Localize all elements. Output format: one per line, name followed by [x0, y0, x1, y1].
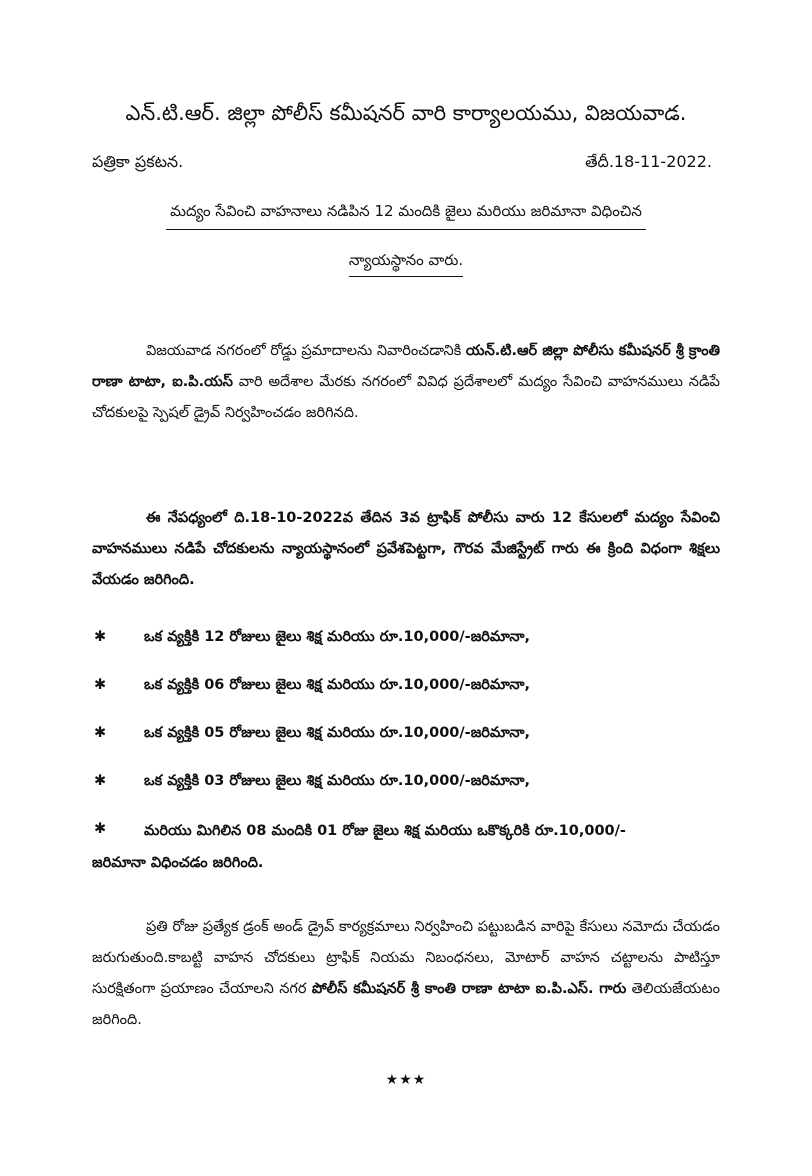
- end-stars-icon: ★★★: [385, 1072, 427, 1088]
- asterisk-bullet-icon: ✱: [94, 677, 107, 693]
- list-item-last-line-1: మరియు మిగిలిన 08 మందికి 01 రోజు జైలు శిక్ష మరియు ఒకొక్కరికి రూ.10,000/-: [144, 823, 626, 839]
- office-title: ఎన్.టి.ఆర్. జిల్లా పోలీస్ కమీషనర్ వారి కార్యాలయము, విజయవాడ.: [125, 101, 687, 125]
- list-item-last-line-2: జరిమానా విధించడం జరిగింది.: [92, 855, 264, 871]
- sentence-list: [92, 623, 720, 885]
- list-item: [92, 623, 720, 671]
- list-item: [92, 815, 720, 885]
- list-item: [92, 719, 720, 767]
- asterisk-bullet-icon: ✱: [94, 629, 107, 645]
- paragraph-1: [92, 336, 720, 429]
- press-release-label: పత్రికా ప్రకటన.: [92, 152, 184, 171]
- list-item-text: [92, 815, 720, 879]
- paragraph-3-part-1: ప్రతి రోజు ప్రత్యేక డ్రంక్ అండ్ డ్రైవ్ కార్యక్రమాలు నిర్వహించి పట్టుబడిన వారిపై కేసులు నమోదు చేయడం జరుగుతుంది.కాబట్టి వాహన చోదకులు ట్రాఫిక్ నియమ నిబంధనలు, మోటార్ వాహన చట్టాలను పాటిస్తూ సురక్షితంగా ప్రయాణం చేయాలని నగర: [92, 919, 720, 997]
- list-item-text: ఒక వ్యక్తికి 03 రోజులు జైలు శిక్ష మరియు రూ.10,000/-జరిమానా,: [144, 773, 531, 789]
- subject-line-1: [140, 198, 672, 230]
- paragraph-3-part-2: తెలియజేయటం జరిగింది.: [92, 981, 720, 1028]
- paragraph-1-part-1: విజయవాడ నగరంలో రోడ్డు ప్రమాదాలను నివారించడానికి: [146, 343, 466, 359]
- paragraph-3-bold: పోలీస్ కమీషనర్ శ్రీ కాంతి రాణా టాటా ఐ.పి.ఎస్. గారు: [311, 981, 627, 997]
- release-date: తేదీ.18-11-2022.: [585, 152, 712, 171]
- list-item-text: ఒక వ్యక్తికి 05 రోజులు జైలు శిక్ష మరియు రూ.10,000/-జరిమానా,: [144, 725, 531, 741]
- asterisk-bullet-icon: ✱: [94, 725, 107, 741]
- asterisk-bullet-icon: ✱: [94, 821, 107, 837]
- subject-line-2-text: న్యాయస్థానం వారు.: [349, 247, 463, 277]
- list-item: [92, 767, 720, 815]
- paragraph-3: [92, 912, 720, 1036]
- subject-line-2: [140, 247, 672, 277]
- paragraph-2: [92, 503, 720, 596]
- list-item-text: ఒక వ్యక్తికి 06 రోజులు జైలు శిక్ష మరియు రూ.10,000/-జరిమానా,: [144, 677, 531, 693]
- paragraph-2-text: ఈ నేపధ్యంలో ది.18-10-2022వ తేదిన 3వ ట్రాఫిక్ పోలీసు వారు 12 కేసులలో మద్యం సేవించి వాహనములు నడిపే చోదకులను న్యాయస్థానంలో ప్రవేశపెట్టగా, గౌరవ మేజిస్ట్రేట్ గారు ఈ క్రింది విధంగా శిక్షలు వేయడం జరిగింది.: [92, 510, 720, 588]
- asterisk-bullet-icon: ✱: [94, 773, 107, 789]
- list-item: [92, 671, 720, 719]
- paragraph-1-bold: యన్.టి.ఆర్ జిల్లా పోలీసు కమీషనర్ శ్రీ క్రాంతి రాణా టాటా, ఐ.పి.యస్: [92, 343, 720, 390]
- subject-line-1-text: మద్యం సేవించి వాహనాలు నడిపిన 12 మందికి జైలు మరియు జరిమానా విధించిన: [166, 198, 646, 230]
- paragraph-1-part-2: వారి అదేశాల మేరకు నగరంలో వివిధ ప్రదేశాలలో మద్యం సేవించి వాహనములు నడిపే చోదకులపై స్పెషల్ డ్రైవ్ నిర్వహించడం జరిగినది.: [92, 374, 720, 421]
- list-item-text: ఒక వ్యక్తికి 12 రోజులు జైలు శిక్ష మరియు రూ.10,000/-జరిమానా,: [144, 629, 531, 645]
